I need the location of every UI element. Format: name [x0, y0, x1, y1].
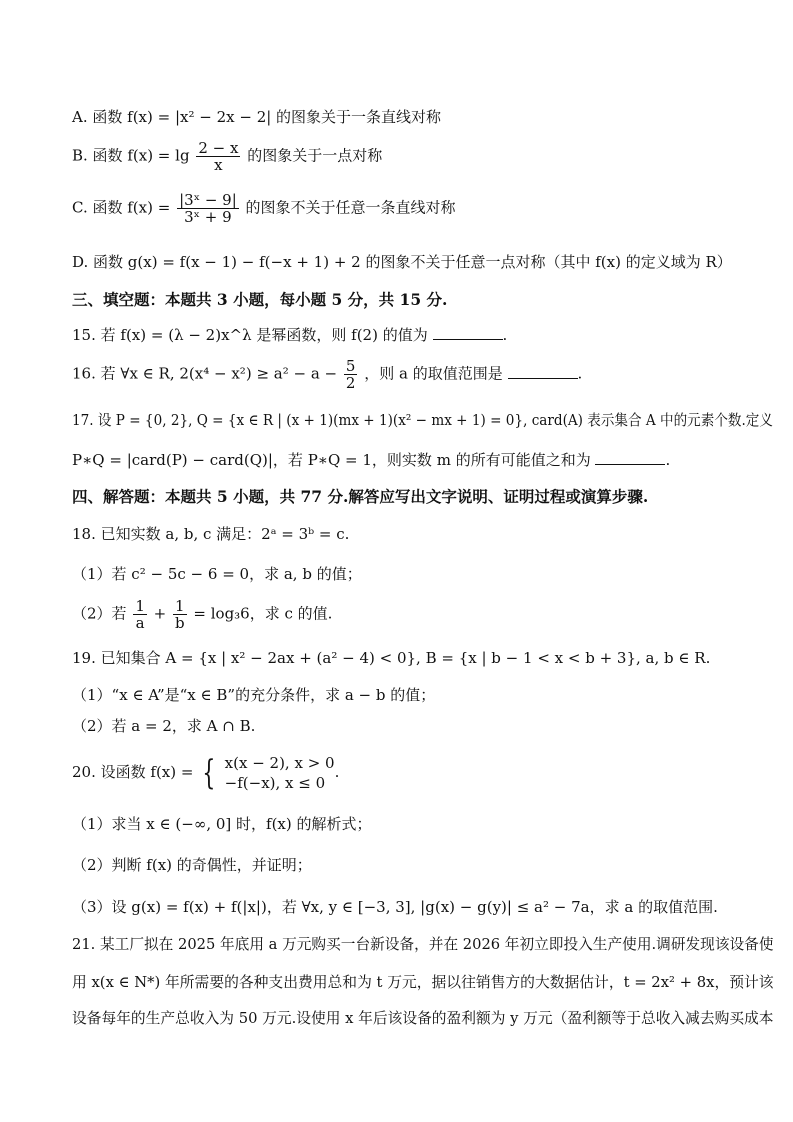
- question-17-line-2: [72, 450, 670, 470]
- question-16-prefix: 16. 若 ∀x ∈ R, 2(x⁴ − x²) ≥ a² − a −: [72, 364, 338, 383]
- question-18-part-1-text: （1）若 c² − 5c − 6 = 0，求 a, b 的值；: [72, 565, 362, 583]
- question-18-part-1: [72, 564, 362, 584]
- question-21-text-3: 设备每年的生产总收入为 50 万元.设使用 x 年后该设备的盈利额为 y 万元（盈利额等于总收入减去购买成本: [72, 1009, 774, 1027]
- fraction-denominator: 2: [345, 374, 356, 392]
- question-21-line-2: [72, 972, 774, 992]
- option-c: [72, 192, 456, 225]
- piecewise-cases: [225, 753, 335, 793]
- question-16-end: .: [577, 364, 583, 383]
- question-20-part-1: [72, 814, 372, 834]
- fraction-numerator: 2 − x: [198, 139, 239, 157]
- fraction-1-over-a: [133, 598, 147, 631]
- question-20-part-2: [72, 855, 312, 875]
- question-16: [72, 358, 582, 391]
- question-20-part-3: [72, 897, 718, 917]
- question-19-part-2-text: （2）若 a = 2，求 A ∩ B.: [72, 717, 256, 735]
- answer-blank: [508, 364, 578, 379]
- question-20-part-3-text: （3）设 g(x) = f(x) + f(|x|)，若 ∀x, y ∈ [−3, 3], |g(x) − g(y)| ≤ a² − 7a，求 a 的取值范围.: [72, 898, 718, 916]
- fraction-denominator: a: [135, 614, 145, 632]
- option-b-prefix: B. 函数 f(x) = lg: [72, 146, 190, 165]
- section-3-heading: [72, 290, 447, 310]
- fraction-numerator: 1: [173, 598, 187, 615]
- option-b: [72, 140, 382, 173]
- option-c-prefix: C. 函数 f(x) =: [72, 198, 171, 217]
- section-3-title: 三、填空题：本题共 3 小题，每小题 5 分，共 15 分.: [72, 290, 448, 309]
- fraction-numerator: |3ˣ − 9|: [179, 191, 237, 209]
- question-17-end: .: [665, 451, 671, 469]
- option-d: [72, 252, 732, 272]
- case-1: x(x − 2), x > 0: [224, 754, 335, 772]
- option-b-suffix: 的图象关于一点对称: [247, 146, 383, 165]
- question-19-part-1-text: （1）“x ∈ A”是“x ∈ B”的充分条件，求 a − b 的值；: [72, 686, 436, 704]
- section-4-title: 四、解答题：本题共 5 小题，共 77 分.解答应写出文字说明、证明过程或演算步骤.: [72, 487, 649, 506]
- question-19-text: 19. 已知集合 A = {x | x² − 2ax + (a² − 4) < 0}, B = {x | b − 1 < x < b + 3}, a, b ∈ R.: [72, 649, 711, 667]
- question-17-text-2: P∗Q = |card(P) − card(Q)|，若 P∗Q = 1，则实数 m 的所有可能值之和为: [72, 451, 591, 469]
- question-20-prefix: 20. 设函数 f(x) =: [72, 763, 194, 781]
- fraction-1-over-b: [173, 598, 187, 631]
- fraction-numerator: 5: [345, 357, 356, 375]
- question-19-part-2: [72, 716, 255, 736]
- option-a-text: A. 函数 f(x) = |x² − 2x − 2| 的图象关于一条直线对称: [72, 108, 442, 126]
- question-20-part-1-text: （1）求当 x ∈ (−∞, 0] 时，f(x) 的解析式；: [72, 815, 372, 833]
- plus-sign: +: [153, 604, 167, 623]
- question-20: [72, 753, 339, 793]
- question-20-end: .: [334, 763, 340, 781]
- question-21-line-3: [72, 1008, 774, 1028]
- option-a: [72, 107, 441, 127]
- option-d-text: D. 函数 g(x) = f(x − 1) − f(−x + 1) + 2 的图象不关于任意一点对称（其中 f(x) 的定义域为 R）: [72, 253, 732, 271]
- question-21-line-1: [72, 934, 774, 954]
- case-2: −f(−x), x ≤ 0: [224, 774, 326, 792]
- fraction-denominator: x: [214, 156, 223, 174]
- question-18-text: 18. 已知实数 a, b, c 满足：2ᵃ = 3ᵇ = c.: [72, 525, 350, 543]
- answer-blank: [595, 450, 665, 465]
- question-16-fraction: [344, 358, 358, 391]
- left-brace: {: [202, 753, 216, 793]
- question-21-text-2: 用 x(x ∈ N*) 年所需要的各种支出费用总和为 t 万元，据以往销售方的大数据估计，t = 2x² + 8x，预计该: [72, 973, 774, 991]
- question-18-part-2-suffix: = log₃6，求 c 的值.: [193, 604, 333, 623]
- fraction-numerator: 1: [135, 597, 145, 615]
- answer-blank: [433, 325, 503, 340]
- fraction-denominator: 3ˣ + 9: [184, 208, 232, 226]
- option-b-fraction: [196, 140, 240, 173]
- question-19-part-1: [72, 685, 435, 705]
- question-18-part-2-prefix: （2）若: [72, 604, 127, 623]
- section-4-heading: [72, 487, 648, 507]
- question-15-end: .: [502, 326, 508, 344]
- fraction-denominator: b: [175, 614, 185, 632]
- question-20-part-2-text: （2）判断 f(x) 的奇偶性，并证明；: [72, 856, 312, 874]
- question-21-text-1: 21. 某工厂拟在 2025 年底用 a 万元购买一台新设备，并在 2026 年初立即投入生产使用.调研发现该设备使: [72, 935, 774, 953]
- question-17-line-1: [72, 410, 773, 430]
- option-c-fraction: [177, 192, 239, 225]
- question-18-part-2: [72, 598, 332, 631]
- question-15-text: 15. 若 f(x) = (λ − 2)x^λ 是幂函数，则 f(2) 的值为: [72, 326, 428, 344]
- question-16-suffix: ，则 a 的取值范围是: [364, 364, 503, 383]
- option-c-suffix: 的图象不关于任意一条直线对称: [245, 198, 456, 217]
- question-18: [72, 524, 349, 544]
- question-15: [72, 325, 507, 345]
- question-17-text: 17. 设 P = {0, 2}, Q = {x ∈ R | (x + 1)(mx + 1)(x² − mx + 1) = 0}, card(A) 表示集合 A 中的元素个数.定义: [72, 411, 773, 429]
- question-19: [72, 648, 710, 668]
